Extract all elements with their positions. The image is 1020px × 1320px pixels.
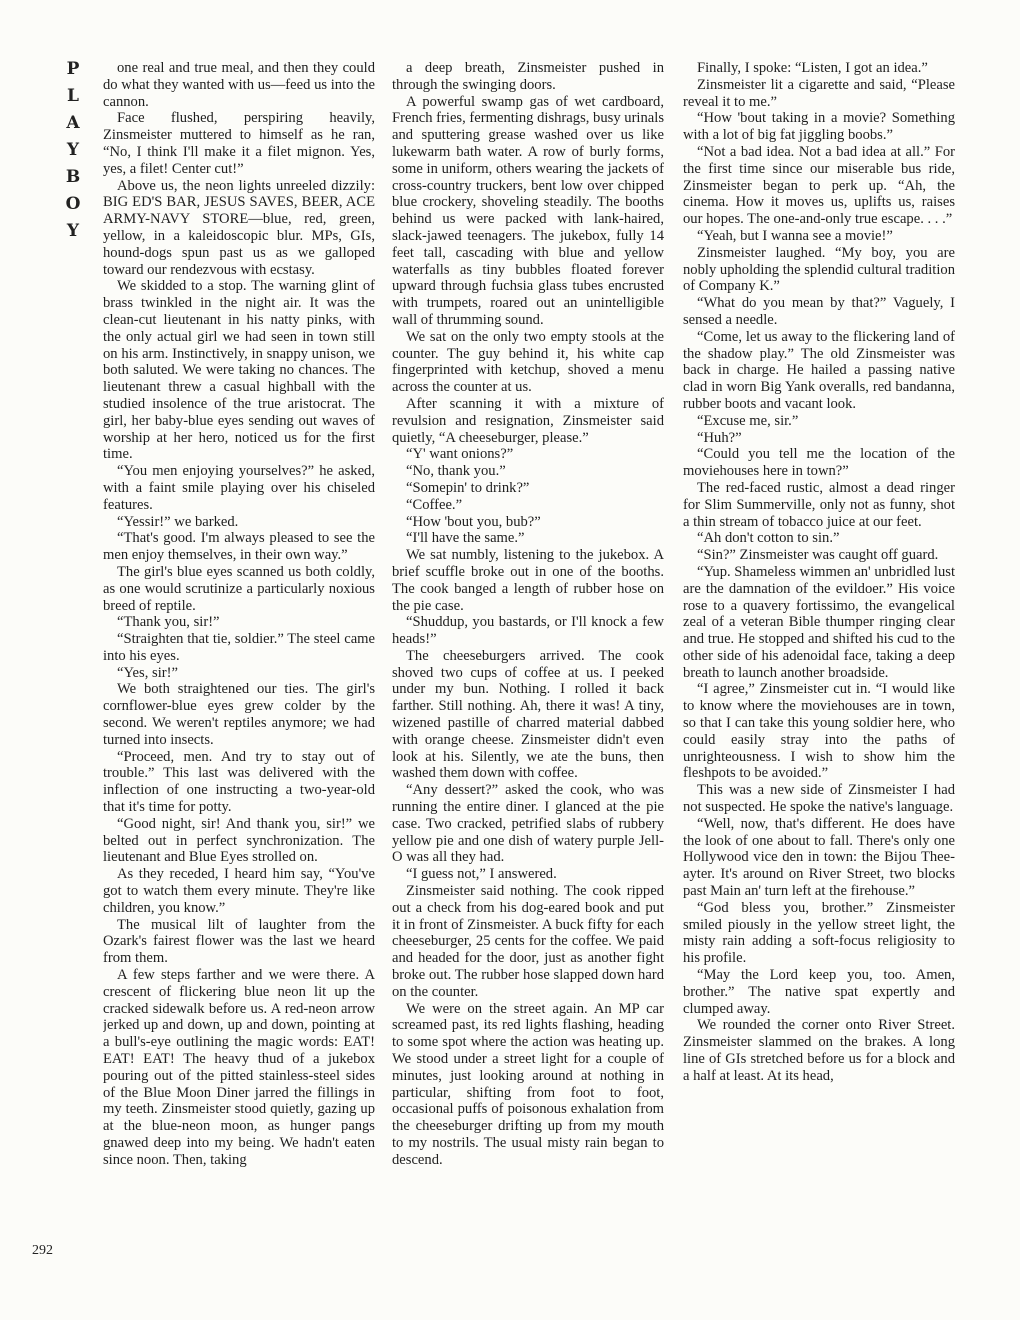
paragraph: After scanning it with a mixture of revulsion and resignation, Zinsmeister said quietly, “A cheeseburger, please.” bbox=[392, 395, 664, 446]
paragraph: “Excuse me, sir.” bbox=[697, 412, 799, 429]
page-number: 292 bbox=[32, 1243, 53, 1258]
paragraph: a deep breath, Zinsmeister pushed in through the swinging doors. bbox=[392, 60, 664, 93]
paragraph: “God bless you, brother.” Zinsmeister smiled piously in the yellow street light, the misty rain adding a soft-focus religiosity to his profile. bbox=[683, 899, 955, 967]
paragraph: “Sin?” Zinsmeister was caught off guard. bbox=[697, 547, 939, 564]
paragraph: “Somepin' to drink?” bbox=[406, 479, 530, 496]
paragraph: We sat numbly, listening to the jukebox. A brief scuffle broke out in one of the booths. The cook banged a length of rubber hose on the pie case. bbox=[392, 547, 664, 614]
masthead-letter: Y bbox=[66, 140, 80, 160]
paragraph: Zinsmeister laughed. “My boy, you are nobly upholding the splendid cultural tradition of Company K.” bbox=[683, 244, 955, 295]
paragraph: one real and true meal, and then they could do what they wanted with us—feed us into the cannon. bbox=[103, 60, 375, 110]
paragraph: A powerful swamp gas of wet cardboard, French fries, fermenting dishrags, busy urinals and sputtering grease washed over us like lukewarm bath water. A row of burly forms, some in uniform, others wearing the jackets of cross-country truckers, bent low over chipped blue crockery, shoveling steadily. The booths behind us were packed with lank-haired, slack-jawed teenagers. The jukebox, fully 14 feet tall, cascading with blue and yellow waterfalls as tiny bubbles floated forever upward through fuchsia glass tubes encrusted with trumpets, roared out an unintelligible wall of thrumming sound. bbox=[392, 93, 664, 328]
paragraph: “Proceed, men. And try to stay out of trouble.” This last was delivered with the inflection of one instructing a two-year-old that it's time for potty. bbox=[103, 748, 375, 816]
paragraph: Zinsmeister said nothing. The cook ripped out a check from his dog-eared book and put it in front of Zinsmeister. A buck fifty for each cheeseburger, 25 cents for the coffee. We paid and headed for the door, just as another fight broke out. The rubber hose slapped down hard on the counter. bbox=[392, 883, 664, 1000]
paragraph: Zinsmeister lit a cigarette and said, “Please reveal it to me.” bbox=[683, 76, 955, 110]
paragraph: “How 'bout you, bub?” bbox=[406, 513, 541, 530]
masthead-letter: A bbox=[66, 113, 80, 133]
paragraph: “How 'bout taking in a movie? Something with a lot of big fat jiggling boobs.” bbox=[683, 110, 955, 144]
paragraph: “Y' want onions?” bbox=[406, 446, 514, 463]
paragraph: This was a new side of Zinsmeister I had not suspected. He spoke the native's language. bbox=[683, 782, 955, 816]
paragraph: “You men enjoying yourselves?” he asked, with a faint smile playing over his chiseled features. bbox=[103, 463, 375, 513]
paragraph: Face flushed, perspiring heavily, Zinsmeister muttered to himself as he ran, “No, I think I'll make it a filet mignon. Yes, yes, a filet! Center cut!” bbox=[103, 110, 375, 177]
paragraph: We both straightened our ties. The girl's cornflower-blue eyes grew colder by the second. We weren't reptiles anymore; we had turned into insects. bbox=[103, 681, 375, 748]
paragraph: “May the Lord keep you, too. Amen, brother.” The native spat expertly and clumped away. bbox=[683, 967, 955, 1017]
paragraph: The cheeseburgers arrived. The cook shoved two cups of coffee at us. I peeked under my bun. Nothing. I rolled it back farther. Still nothing. Ah, there it was! A tiny, wizened pastille of charred material dabbed with orange cheese. Zinsmeister didn't even look at his. Silently, we ate the buns, then washed them down with coffee. bbox=[392, 647, 664, 782]
paragraph: “I guess not,” I answered. bbox=[406, 866, 557, 883]
paragraph: “Huh?” bbox=[697, 429, 742, 446]
paragraph: “Well, now, that's different. He does have the look of one about to fall. There's only one Hollywood vice den in town: the Bijou Thee-ayter. It's around on River Street, two blocks past Main an' turn left at the firehouse.” bbox=[683, 815, 955, 900]
paragraph: The red-faced rustic, almost a dead ringer for Slim Summerville, only not as funny, shot a thin stream of tobacco juice at our feet. bbox=[683, 479, 955, 530]
paragraph: “That's good. I'm always pleased to see the men enjoy themselves, in their own way.” bbox=[103, 530, 375, 564]
paragraph: The musical lilt of laughter from the Ozark's fairest flower was the last we heard from them. bbox=[103, 916, 375, 967]
paragraph: “Shuddup, you bastards, or I'll knock a few heads!” bbox=[392, 614, 664, 648]
paragraph: “Yessir!” we barked. bbox=[117, 513, 239, 530]
paragraph: “Come, let us away to the flickering land of the shadow play.” The old Zinsmeister was back in charge. He hailed a passing native clad in worn Big Yank overalls, red bandanna, rubber boots and vacant look. bbox=[683, 328, 955, 412]
masthead-letter: O bbox=[65, 194, 81, 214]
paragraph: “What do you mean by that?” Vaguely, I sensed a needle. bbox=[683, 295, 955, 328]
paragraph: As they receded, I heard him say, “You've got to watch them every minute. They're like children, you know.” bbox=[103, 866, 375, 916]
paragraph: A few steps farther and we were there. A crescent of flickering blue neon lit up the cracked sidewalk before us. A red-neon arrow jerked up and down, up and down, pointing at a bull's-eye outlining the magic words: EAT! EAT! EAT! The heavy thud of a jukebox pouring out of the pitted stainless-steel sides of the Blue Moon Diner jarred the fillings in my teeth. Zinsmeister stood quietly, gazing up at the blue-neon moon, as hunger pangs gnawed deep into my being. We hadn't eaten since noon. Then, taking bbox=[103, 967, 375, 1168]
paragraph: We sat on the only two empty stools at the counter. The guy behind it, his white cap fingerprinted with ketchup, shoved a menu across the counter at us. bbox=[392, 328, 664, 396]
masthead-letter: P bbox=[66, 59, 80, 79]
paragraph: “Thank you, sir!” bbox=[117, 614, 220, 631]
masthead-letter: B bbox=[65, 167, 81, 187]
paragraph: “I'll have the same.” bbox=[406, 530, 525, 547]
paragraph: “Could you tell me the location of the moviehouses here in town?” bbox=[683, 446, 955, 480]
paragraph: We were on the street again. An MP car screamed past, its red lights flashing, heading to some spot where the action was heating up. We stood under a street light for a couple of minutes, just looking around at nothing in particular, shifting from foot to foot, occasional puffs of poisonous exhalation from the cheeseburger drifting up from my mouth to my nostrils. The usual misty rain began to descend. bbox=[392, 1000, 664, 1168]
paragraph: “Good night, sir! And thank you, sir!” we belted out in perfect synchronization. The lieutenant and Blue Eyes strolled on. bbox=[103, 815, 375, 866]
paragraph: “Yup. Shameless wimmen an' unbridled lust are the damnation of the evildoer.” His voice rose to a quavery fortissimo, the evangelical zeal of a veteran Bible thumper ringing clear and true. He stopped and shifted his cud to the other side of his adenoidal face, taking a deep breath to launch another broadside. bbox=[683, 563, 955, 681]
paragraph: “Ah don't cotton to sin.” bbox=[697, 530, 840, 547]
paragraph: “Not a bad idea. Not a bad idea at all.” For the first time since our miserable bus ride, Zinsmeister began to perk up. “Ah, the cinema. How it moves us, uplifts us, raises our hopes. The one-and-only true escape. . . .” bbox=[683, 143, 955, 228]
paragraph: “Coffee.” bbox=[406, 496, 463, 513]
paragraph: Finally, I spoke: “Listen, I got an idea.” bbox=[697, 60, 928, 76]
paragraph: “Yeah, but I wanna see a movie!” bbox=[697, 227, 893, 244]
paragraph: “Yes, sir!” bbox=[117, 664, 178, 681]
text-column-1 bbox=[103, 60, 375, 1270]
text-column-2 bbox=[392, 60, 664, 1270]
paragraph: We skidded to a stop. The warning glint of brass twinkled in the night air. It was the clean-cut lieutenant in his natty pinks, with the only actual girl we had seen in town still on his arm. Instinctively, in snappy unison, we both saluted. We were taking no chances. The lieutenant threw a casual highball with the studied insolence of the true aristocrat. The girl, her baby-blue eyes sending out waves of worship at her hero, noticed us for the first time. bbox=[103, 278, 375, 463]
paragraph: “Straighten that tie, soldier.” The steel came into his eyes. bbox=[103, 631, 375, 664]
paragraph: “I agree,” Zinsmeister cut in. “I would like to know where the moviehouses are in town, so that I can take this young soldier here, who could easily stray into the paths of unrighteousness. I wish to show him the fleshpots to be avoided.” bbox=[683, 681, 955, 782]
paragraph: “No, thank you.” bbox=[406, 463, 506, 480]
text-column-3 bbox=[683, 60, 955, 1270]
paragraph: “Any dessert?” asked the cook, who was running the entire diner. I glanced at the pie case. Two cracked, petrified slabs of rubbery yellow pie and one dish of watery purple Jell-O was all they had. bbox=[392, 782, 664, 866]
masthead-letter: L bbox=[67, 86, 79, 106]
paragraph: We rounded the corner onto River Street. Zinsmeister slammed on the brakes. A long line of GIs stretched before us for a block and a half at least. At its head, bbox=[683, 1017, 955, 1084]
masthead-vertical bbox=[60, 56, 86, 245]
paragraph: The girl's blue eyes scanned us both coldly, as one would scrutinize a particularly noxious breed of reptile. bbox=[103, 563, 375, 614]
paragraph: Above us, the neon lights unreeled dizzily: BIG ED'S BAR, JESUS SAVES, BEER, ACE ARMY-NAVY STORE—blue, red, green, yellow, in a kaleidoscopic blur. MPs, GIs, hound-dogs spun past us as we galloped toward our rendezvous with ecstasy. bbox=[103, 177, 375, 278]
masthead-letter: Y bbox=[66, 221, 80, 241]
